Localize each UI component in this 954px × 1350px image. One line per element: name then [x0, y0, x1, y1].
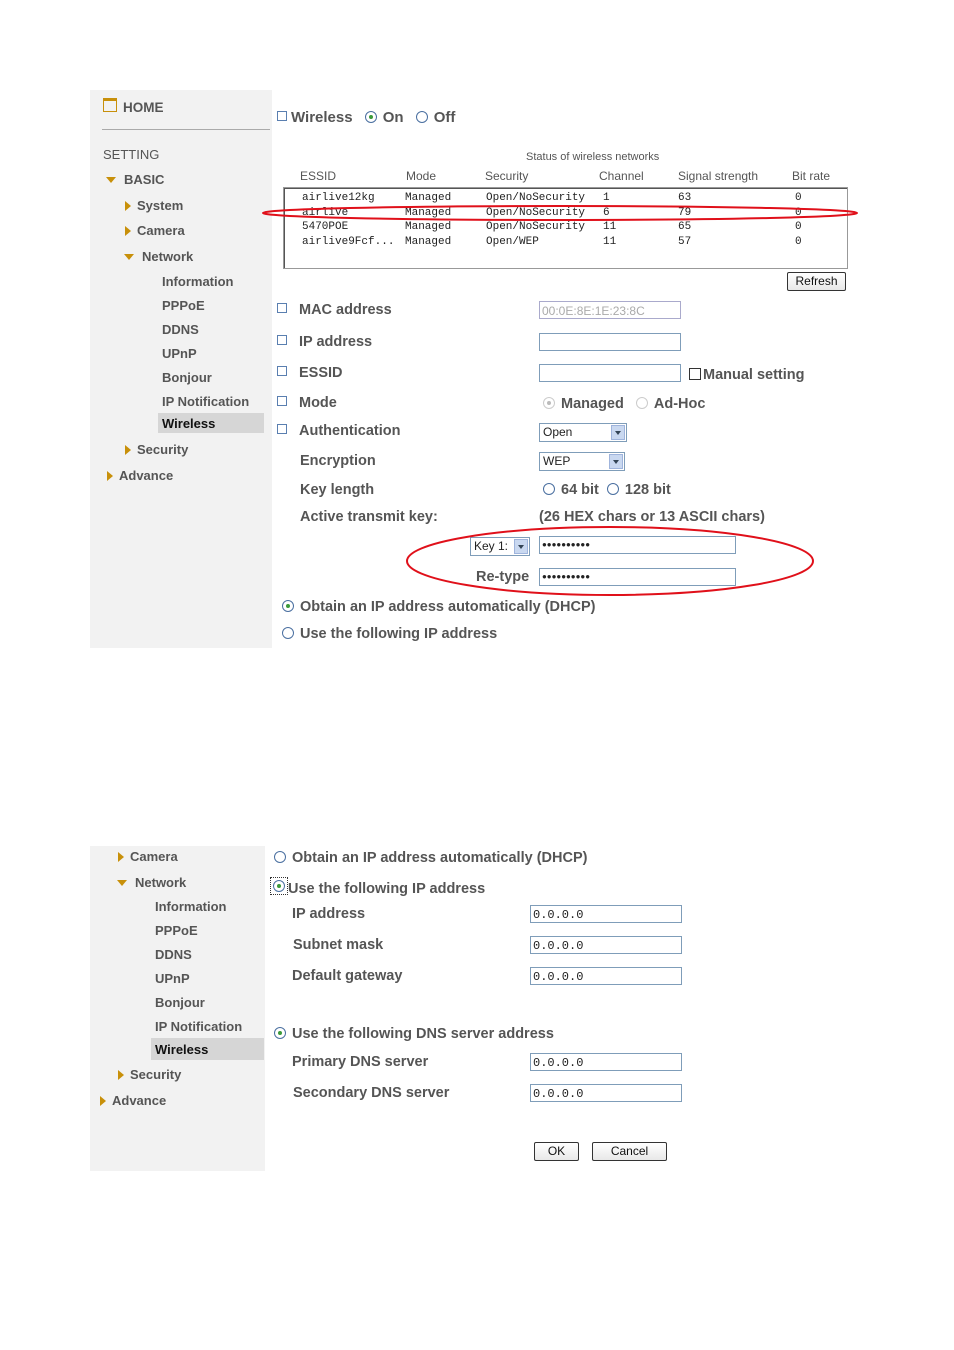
- sidebar2-item-ip-notification[interactable]: IP Notification: [155, 1019, 243, 1034]
- dns2-label: Secondary DNS server: [293, 1085, 450, 1101]
- sidebar-item-camera[interactable]: Camera: [125, 223, 185, 238]
- dhcp-radio-2[interactable]: [274, 851, 286, 863]
- network-cell-signal[interactable]: 63: [678, 192, 692, 204]
- sidebar-setting: SETTING: [103, 147, 160, 162]
- ip-label: IP address: [277, 334, 372, 350]
- sidebar-item-security[interactable]: Security: [125, 442, 188, 457]
- sidebar-item-basic[interactable]: BASIC: [106, 172, 164, 187]
- mode-label: Mode: [277, 395, 337, 411]
- static-option[interactable]: Use the following IP address: [282, 626, 497, 642]
- home-link[interactable]: HOME: [103, 98, 164, 115]
- col-mode: Mode: [406, 169, 437, 183]
- sidebar2-item-ddns[interactable]: DDNS: [155, 947, 192, 962]
- network-cell-security[interactable]: Open/NoSecurity: [486, 206, 586, 219]
- dns-option[interactable]: Use the following DNS server address: [274, 1026, 554, 1042]
- status-title: Status of wireless networks: [526, 151, 660, 163]
- sidebar-item-system[interactable]: System: [125, 198, 183, 213]
- static-option-2[interactable]: Use the following IP address: [270, 877, 485, 897]
- network-cell-bitrate[interactable]: 0: [795, 221, 802, 234]
- mode-options: Managed Ad-Hoc: [543, 396, 705, 412]
- dns1-field[interactable]: 0.0.0.0: [530, 1053, 682, 1071]
- network-cell-essid[interactable]: 5470POE: [302, 221, 349, 234]
- key-label: Active transmit key:: [300, 509, 438, 525]
- collapse-icon: [118, 1070, 124, 1080]
- sidebar-item-ddns[interactable]: DDNS: [162, 322, 199, 337]
- dns-radio[interactable]: [274, 1027, 286, 1039]
- col-bitrate: Bit rate: [792, 169, 831, 183]
- annotation-ellipse-key: [407, 527, 813, 595]
- dns1-label: Primary DNS server: [292, 1054, 429, 1070]
- dns2-field[interactable]: 0.0.0.0: [530, 1084, 682, 1102]
- collapse-icon: [100, 1096, 106, 1106]
- network-cell-channel[interactable]: 11: [603, 236, 617, 249]
- network-cell-signal[interactable]: 79: [678, 206, 692, 219]
- sidebar-item-bonjour[interactable]: Bonjour: [162, 370, 212, 385]
- sidebar2-item-security[interactable]: Security: [118, 1067, 181, 1082]
- network-cell-mode[interactable]: Managed: [405, 206, 452, 219]
- network-cell-essid[interactable]: airlive: [302, 206, 349, 219]
- ok-button[interactable]: OK: [534, 1142, 579, 1161]
- sidebar-item-information[interactable]: Information: [162, 274, 234, 289]
- sidebar-item-pppoe[interactable]: PPPoE: [162, 298, 205, 313]
- sidebar2-item-upnp[interactable]: UPnP: [155, 971, 190, 986]
- network-cell-channel[interactable]: 6: [603, 206, 610, 219]
- sidebar-item-upnp[interactable]: UPnP: [162, 346, 197, 361]
- static-radio-focus: [270, 877, 288, 895]
- sidebar2-item-camera[interactable]: Camera: [118, 849, 178, 864]
- static-radio-2[interactable]: [273, 880, 285, 892]
- cancel-button[interactable]: Cancel: [592, 1142, 667, 1161]
- col-essid: ESSID: [300, 169, 337, 183]
- ip-label-2: IP address: [292, 906, 366, 922]
- key-field[interactable]: ●●●●●●●●●●: [539, 536, 736, 554]
- network-cell-mode[interactable]: Managed: [405, 192, 452, 204]
- network-cell-bitrate[interactable]: 0: [795, 192, 802, 204]
- network-cell-essid[interactable]: airlive9Fcf...: [302, 236, 395, 249]
- sidebar2-item-wireless[interactable]: Wireless: [151, 1038, 264, 1060]
- sidebar-item-advance[interactable]: Advance: [107, 468, 173, 483]
- network-cell-channel[interactable]: 11: [603, 221, 617, 234]
- network-cell-security[interactable]: Open/NoSecurity: [486, 192, 586, 204]
- network-cell-mode[interactable]: Managed: [405, 221, 452, 234]
- dhcp-option[interactable]: Obtain an IP address automatically (DHCP): [282, 599, 595, 615]
- network-cell-signal[interactable]: 65: [678, 221, 692, 234]
- expand-icon: [117, 880, 127, 886]
- sidebar2-item-information[interactable]: Information: [155, 899, 227, 914]
- mac-field: 00:0E:8E:1E:23:8C: [539, 301, 681, 319]
- network-cell-mode[interactable]: Managed: [405, 236, 452, 249]
- refresh-button[interactable]: Refresh: [787, 272, 846, 291]
- mac-label: MAC address: [277, 302, 392, 318]
- sidebar2-item-pppoe[interactable]: PPPoE: [155, 923, 198, 938]
- key-hint: (26 HEX chars or 13 ASCII chars): [539, 509, 765, 525]
- collapse-icon: [118, 852, 124, 862]
- dhcp-option-2[interactable]: Obtain an IP address automatically (DHCP): [274, 850, 587, 866]
- sidebar-item-wireless[interactable]: Wireless: [158, 413, 264, 433]
- network-cell-bitrate[interactable]: 0: [795, 206, 802, 219]
- gateway-label: Default gateway: [292, 968, 403, 984]
- subnet-field[interactable]: 0.0.0.0: [530, 936, 682, 954]
- network-cell-security[interactable]: Open/NoSecurity: [486, 221, 586, 234]
- annotation-ellipse-row: [263, 206, 857, 220]
- sidebar-item-ip-notification[interactable]: IP Notification: [162, 394, 250, 409]
- network-cell-bitrate[interactable]: 0: [795, 236, 802, 249]
- auth-label: Authentication: [277, 423, 401, 439]
- keylen-options: 64 bit 128 bit: [543, 482, 671, 498]
- sidebar2-item-network[interactable]: Network: [117, 875, 186, 890]
- gateway-field[interactable]: 0.0.0.0: [530, 967, 682, 985]
- network-cell-essid[interactable]: airlive12kg: [302, 192, 375, 204]
- col-security: Security: [485, 169, 529, 183]
- manual-setting[interactable]: Manual setting: [689, 367, 805, 383]
- network-cell-channel[interactable]: 1: [603, 192, 610, 204]
- retype-label: Re-type: [476, 569, 530, 585]
- network-cell-security[interactable]: Open/WEP: [486, 236, 539, 249]
- sidebar2-item-advance[interactable]: Advance: [100, 1093, 166, 1108]
- col-signal: Signal strength: [678, 169, 759, 183]
- auth-select[interactable]: Open: [539, 423, 627, 442]
- annotation-overlay: [0, 0, 954, 660]
- enc-select[interactable]: WEP: [539, 452, 625, 471]
- sidebar2-item-bonjour[interactable]: Bonjour: [155, 995, 205, 1010]
- keylen-label: Key length: [300, 482, 375, 498]
- key-select[interactable]: Key 1:: [470, 537, 530, 556]
- subnet-label: Subnet mask: [293, 937, 384, 953]
- ip-field-2[interactable]: 0.0.0.0: [530, 905, 682, 923]
- network-cell-signal[interactable]: 57: [678, 236, 692, 249]
- sidebar-item-network[interactable]: Network: [124, 249, 193, 264]
- essid-label: ESSID: [277, 365, 343, 381]
- col-channel: Channel: [599, 169, 644, 183]
- wireless-toggle-row: Wireless On Off: [277, 109, 455, 126]
- retype-field[interactable]: ●●●●●●●●●●: [539, 568, 736, 586]
- enc-label: Encryption: [300, 453, 376, 469]
